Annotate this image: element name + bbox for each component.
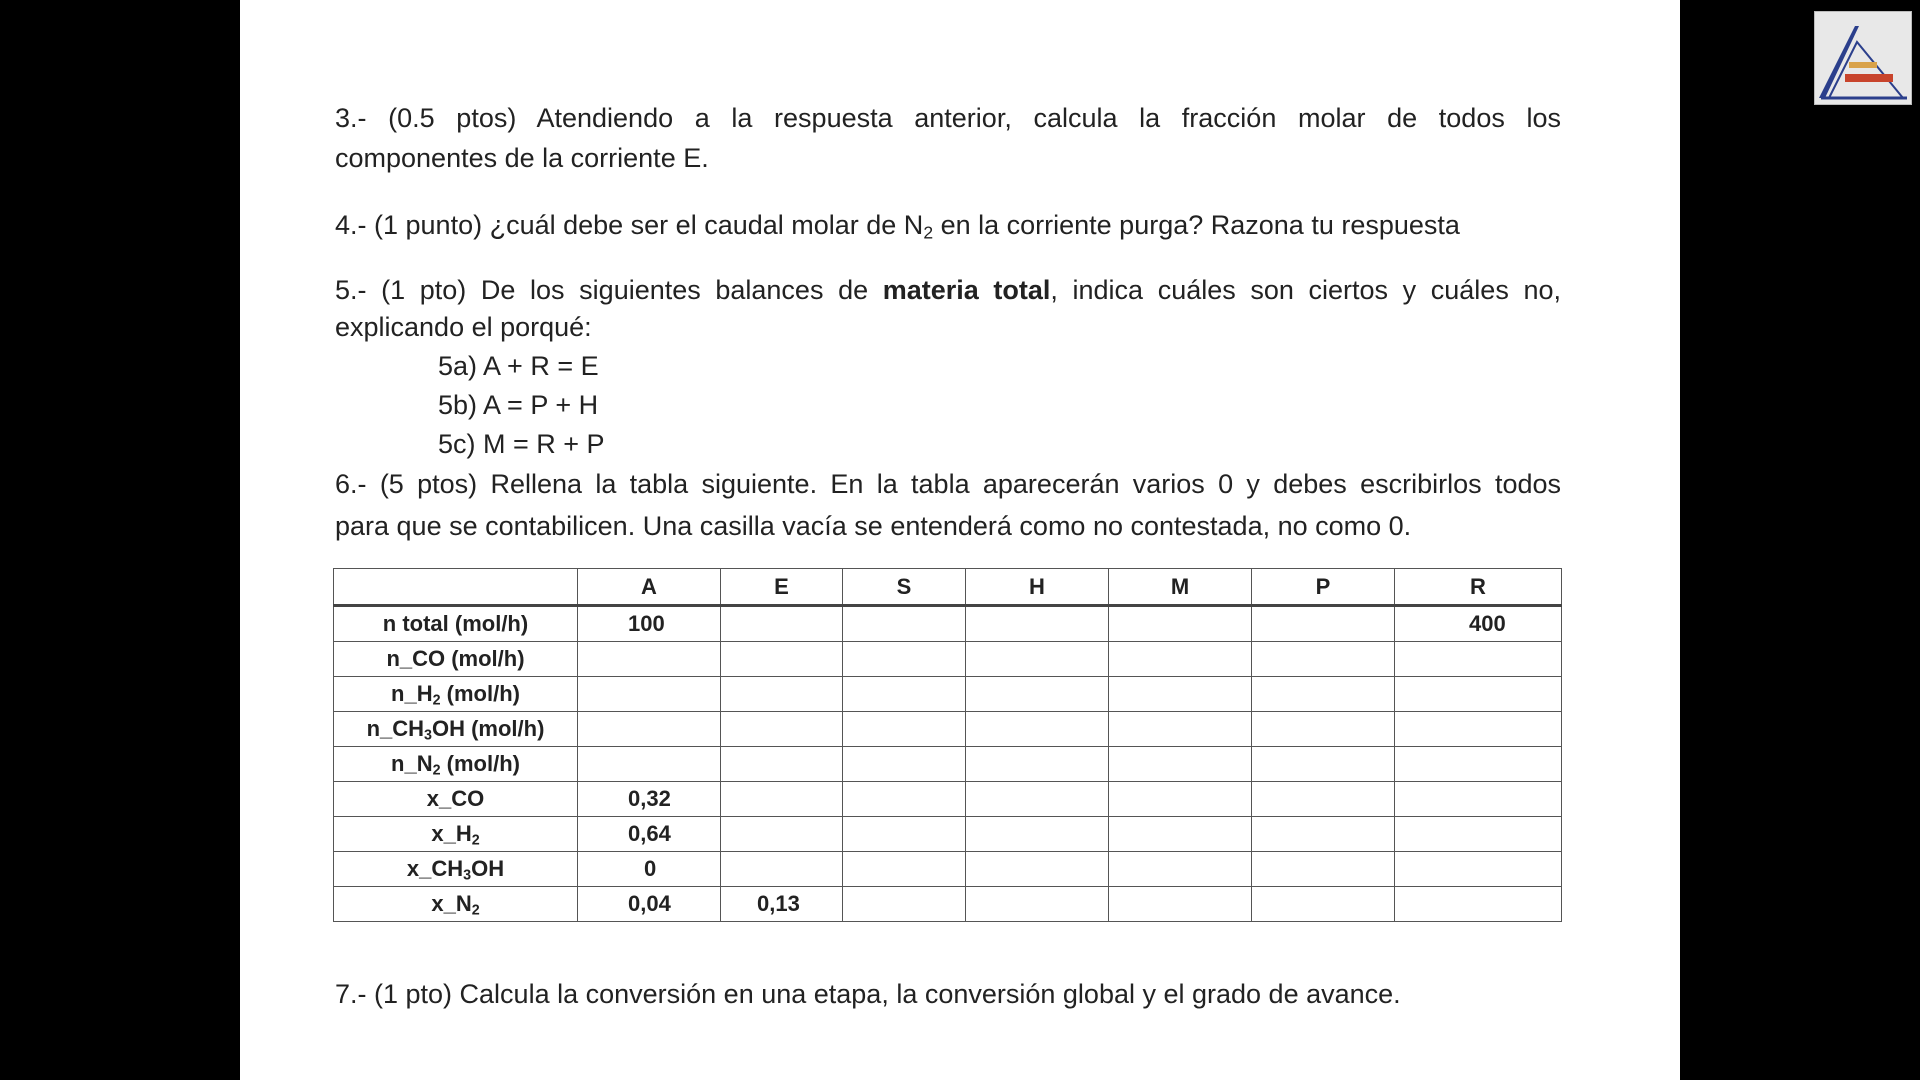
table-cell	[1252, 712, 1395, 747]
table-cell: 0,32	[578, 782, 721, 817]
table-row	[334, 606, 1562, 642]
table-header-cell: P	[1252, 569, 1395, 606]
question-4-text: 4.- (1 punto) ¿cuál debe ser el caudal molar de N	[335, 210, 924, 240]
table-row	[334, 817, 1562, 852]
table-header-cell: A	[578, 569, 721, 606]
question-5	[335, 270, 1561, 347]
table-cell	[1109, 817, 1252, 852]
streams-table	[333, 568, 1562, 922]
table-cell	[843, 677, 966, 712]
balance-5c: 5c) M = R + P	[438, 429, 605, 459]
row-label: n total (mol/h)	[334, 606, 578, 642]
table-cell	[966, 887, 1109, 922]
table-cell	[1109, 887, 1252, 922]
question-7-text: 7.- (1 pto) Calcula la conversión en una etapa, la conversión global y el grado de avance.	[335, 979, 1401, 1009]
table-cell	[966, 782, 1109, 817]
table-cell: 0,64	[578, 817, 721, 852]
question-5-line-2: explicando el porqué:	[335, 312, 592, 342]
table-cell	[578, 677, 721, 712]
table-row	[334, 887, 1562, 922]
table-cell	[966, 606, 1109, 642]
table-cell	[1395, 887, 1562, 922]
table-cell	[966, 747, 1109, 782]
question-6-line-2: para que se contabilicen. Una casilla vacía se entenderá como no contestada, no como 0.	[335, 511, 1412, 541]
table-cell	[578, 712, 721, 747]
row-label: n_CO (mol/h)	[334, 642, 578, 677]
table-cell	[1109, 747, 1252, 782]
row-label: $x\_CH_3OH$	[334, 852, 578, 887]
table-cell	[1252, 887, 1395, 922]
table-cell: 0,13	[721, 887, 843, 922]
question-3-line-1: 3.- (0.5 ptos) Atendiendo a la respuesta anterior, calcula la fracción molar de todos los	[335, 103, 1561, 133]
table-cell	[1395, 712, 1562, 747]
table-cell	[843, 852, 966, 887]
table-cell	[1252, 817, 1395, 852]
balance-5a: 5a) A + R = E	[438, 351, 599, 381]
row-label: $n\_H_2$ (mol/h)	[334, 677, 578, 712]
question-3	[335, 98, 1561, 178]
table-cell	[966, 852, 1109, 887]
row-label: $x\_H_2$	[334, 817, 578, 852]
table-cell	[1252, 747, 1395, 782]
balance-5b: 5b) A = P + H	[438, 390, 599, 420]
table-cell	[966, 677, 1109, 712]
question-6-line-1: 6.- (5 ptos) Rellena la tabla siguiente. En la tabla aparecerán varios 0 y debes escribirlos todos	[335, 469, 1561, 499]
table-header-cell: H	[966, 569, 1109, 606]
table-cell	[1252, 677, 1395, 712]
table-cell	[843, 606, 966, 642]
table-header-cell	[334, 569, 578, 606]
table-header-cell: E	[721, 569, 843, 606]
table-cell	[721, 606, 843, 642]
table-cell	[1395, 817, 1562, 852]
table-cell	[1109, 712, 1252, 747]
table-cell	[721, 852, 843, 887]
row-label: $x\_N_2$	[334, 887, 578, 922]
table-cell: 0	[578, 852, 721, 887]
table-cell	[843, 887, 966, 922]
question-4-text-after: en la corriente purga? Razona tu respuesta	[933, 210, 1460, 240]
row-label: x_CO	[334, 782, 578, 817]
table-cell	[1252, 642, 1395, 677]
row-label: $n\_N_2$ (mol/h)	[334, 747, 578, 782]
table-cell	[966, 642, 1109, 677]
table-cell	[1252, 606, 1395, 642]
table-cell	[721, 782, 843, 817]
table-cell	[843, 747, 966, 782]
table-header-row	[334, 569, 1562, 606]
table-header-cell: M	[1109, 569, 1252, 606]
university-logo-icon	[1814, 11, 1912, 105]
question-6	[335, 464, 1561, 546]
table-header-cell: S	[843, 569, 966, 606]
table-cell	[1395, 852, 1562, 887]
table-cell	[578, 642, 721, 677]
table-row	[334, 852, 1562, 887]
table-cell	[1395, 677, 1562, 712]
table-cell	[721, 747, 843, 782]
table-row	[334, 747, 1562, 782]
document-page	[240, 0, 1680, 1080]
table-cell	[1109, 782, 1252, 817]
table-cell	[721, 817, 843, 852]
table-cell	[1395, 782, 1562, 817]
row-label: $n\_CH_3OH$ (mol/h)	[334, 712, 578, 747]
table-row	[334, 677, 1562, 712]
question-5-bold: materia total	[882, 275, 1051, 305]
table-cell	[1252, 782, 1395, 817]
table-cell	[1395, 642, 1562, 677]
table-cell: 100	[578, 606, 721, 642]
table-cell	[843, 817, 966, 852]
table-cell	[1109, 677, 1252, 712]
table-cell	[1252, 852, 1395, 887]
table-cell	[1109, 642, 1252, 677]
table-cell	[843, 642, 966, 677]
table-row	[334, 712, 1562, 747]
table-cell	[1109, 606, 1252, 642]
table-cell	[578, 747, 721, 782]
table-cell	[1395, 747, 1562, 782]
table-cell: 400	[1395, 606, 1562, 642]
table-cell	[721, 677, 843, 712]
table-header-cell: R	[1395, 569, 1562, 606]
table-cell	[966, 712, 1109, 747]
table-cell	[843, 782, 966, 817]
table-cell	[721, 642, 843, 677]
table-cell	[843, 712, 966, 747]
table-row	[334, 642, 1562, 677]
table-cell	[966, 817, 1109, 852]
question-5-line-1b: , indica cuáles son ciertos y cuáles no,	[1050, 275, 1561, 305]
table-row	[334, 782, 1562, 817]
question-5-line-1a: 5.- (1 pto) De los siguientes balances de	[335, 275, 883, 305]
table-cell	[721, 712, 843, 747]
table-cell	[1109, 852, 1252, 887]
question-7	[335, 974, 1561, 1014]
question-3-line-2: componentes de la corriente E.	[335, 143, 709, 173]
table-cell: 0,04	[578, 887, 721, 922]
question-4	[335, 205, 1561, 245]
question-4-subscript: 2	[923, 222, 934, 243]
